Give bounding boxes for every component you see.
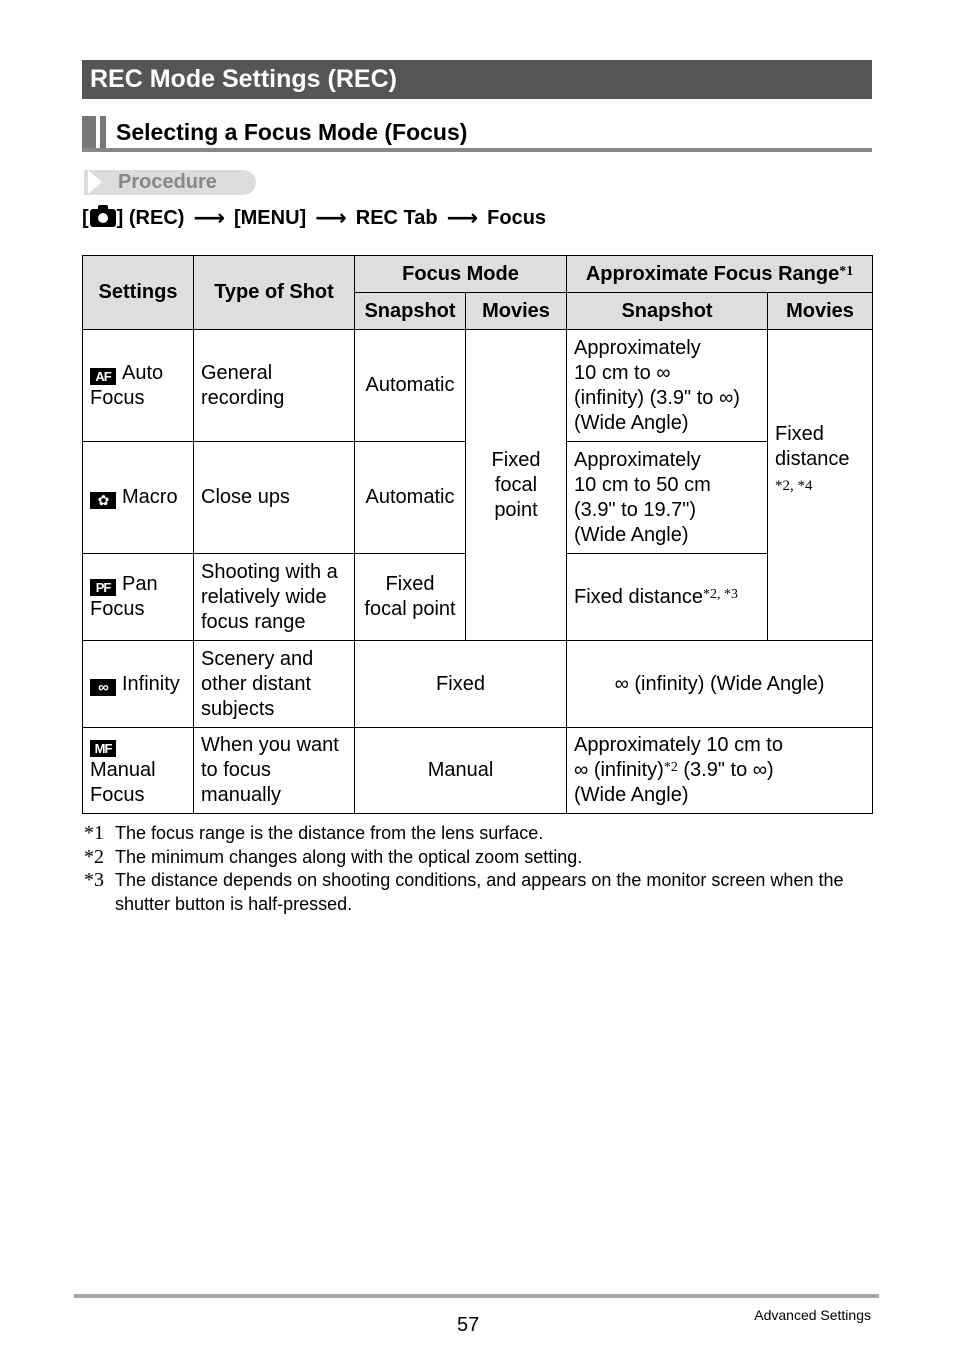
range-line: (Wide Angle) (574, 784, 689, 806)
mf-icon: MF (90, 740, 116, 757)
footer-divider (74, 1294, 879, 1298)
footnotes (84, 822, 874, 916)
table-row (83, 728, 873, 814)
footnote-text: The focus range is the distance from the lens surface. (115, 823, 544, 843)
movies-range-cell (768, 330, 873, 641)
header-type-of-shot: Type of Shot (194, 256, 355, 330)
range-text: Fixed distance (574, 585, 703, 608)
heading-marker-thin (100, 116, 106, 148)
header-movies: Movies (768, 293, 873, 330)
setting-cell (83, 330, 194, 442)
menu-path (82, 203, 546, 233)
header-snapshot: Snapshot (355, 293, 466, 330)
footer-section-name: Advanced Settings (754, 1307, 871, 1323)
focus-mode-cell: Fixed (355, 641, 567, 728)
setting-label: Macro (122, 486, 178, 508)
table-row (83, 330, 873, 442)
footnote (84, 822, 874, 846)
procedure-chevron-icon (88, 170, 102, 194)
range-line: (Wide Angle) (574, 523, 689, 546)
page-number: 57 (457, 1314, 480, 1336)
shot-cell: Close ups (194, 442, 355, 554)
shot-cell: Shooting with a relatively wide focus range (194, 554, 355, 641)
snapshot-mode-cell: Fixed focal point (355, 554, 466, 641)
range-cell: ∞ (infinity) (Wide Angle) (567, 641, 873, 728)
shot-cell: General recording (194, 330, 355, 442)
range-line: Approximately (574, 448, 701, 471)
movies-mode-cell: Fixed focal point (466, 330, 567, 641)
range-line (574, 758, 865, 783)
path-rec: ] (REC) (116, 207, 185, 229)
procedure-label: Procedure (118, 171, 217, 193)
footnote-ref: *1 (839, 263, 854, 279)
focus-mode-table (82, 255, 873, 814)
setting-label: Auto Focus (90, 361, 164, 409)
footnote-text: The distance depends on shooting conditions, and appears on the monitor screen when the shutter button is half-pressed. (115, 870, 844, 914)
range-line: 10 cm to 50 cm (574, 473, 711, 496)
setting-label: Infinity (122, 672, 180, 695)
setting-label: Pan Focus (90, 573, 158, 620)
snapshot-mode-cell: Automatic (355, 330, 466, 442)
footnote-ref: *2, *4 (775, 477, 813, 494)
camera-icon (90, 209, 116, 227)
subsection-heading (82, 114, 872, 152)
range-text: ∞ (infinity) (574, 759, 664, 781)
arrow-icon: ⟶ (315, 205, 347, 230)
setting-cell (83, 554, 194, 641)
range-line: (Wide Angle) (574, 411, 689, 434)
footnote-key: *1 (84, 822, 104, 844)
range-line: (infinity) (3.9" to ∞) (574, 386, 740, 409)
footnote-key: *2 (84, 845, 104, 868)
footnote (84, 869, 874, 916)
focus-mode-cell: Manual (355, 728, 567, 814)
snapshot-mode-cell: Automatic (355, 442, 466, 554)
range-cell (567, 728, 873, 814)
shot-cell: When you want to focus manually (194, 728, 355, 814)
movies-range-text: Fixed distance (775, 422, 850, 470)
pan-focus-icon: PF (90, 579, 116, 596)
range-line: Approximately (574, 336, 701, 359)
range-line: Approximately 10 cm to (574, 734, 783, 756)
arrow-icon: ⟶ (446, 205, 479, 230)
footnote-text: The minimum changes along with the optical zoom setting. (115, 846, 583, 867)
header-approx-range (567, 256, 873, 293)
footnote-key: *3 (84, 869, 104, 891)
snapshot-range-cell (567, 554, 768, 641)
range-text: (3.9" to ∞) (677, 759, 774, 781)
procedure-tag (84, 170, 256, 195)
af-icon: AF (90, 368, 116, 385)
header-focus-mode: Focus Mode (355, 256, 567, 293)
setting-cell (83, 728, 194, 814)
setting-cell (83, 442, 194, 554)
section-title: REC Mode Settings (REC) (82, 60, 872, 99)
setting-label: Manual Focus (90, 759, 156, 806)
footnote-ref: *2, *3 (702, 586, 738, 602)
subsection-title: Selecting a Focus Mode (Focus) (116, 119, 468, 145)
setting-cell (83, 641, 194, 728)
path-bracket-open: [ (82, 207, 89, 229)
snapshot-range-cell (567, 442, 768, 554)
path-rec-tab: REC Tab (355, 207, 438, 229)
macro-flower-icon: ✿ (90, 492, 116, 509)
table-row (83, 641, 873, 728)
footnote (84, 846, 874, 870)
path-focus: Focus (487, 207, 547, 229)
header-settings: Settings (83, 256, 194, 330)
range-line: (3.9" to 19.7") (574, 498, 697, 521)
range-line: 10 cm to ∞ (574, 361, 671, 384)
header-approx-range-text: Approximate Focus Range (585, 262, 840, 285)
arrow-icon: ⟶ (193, 205, 225, 230)
footnote-ref: *2 (663, 760, 678, 775)
heading-marker (82, 116, 96, 148)
header-snapshot: Snapshot (567, 293, 768, 330)
snapshot-range-cell (567, 330, 768, 442)
header-movies: Movies (466, 293, 567, 330)
shot-cell: Scenery and other distant subjects (194, 641, 355, 728)
infinity-icon: ∞ (90, 679, 116, 696)
path-menu: [MENU] (233, 207, 307, 229)
